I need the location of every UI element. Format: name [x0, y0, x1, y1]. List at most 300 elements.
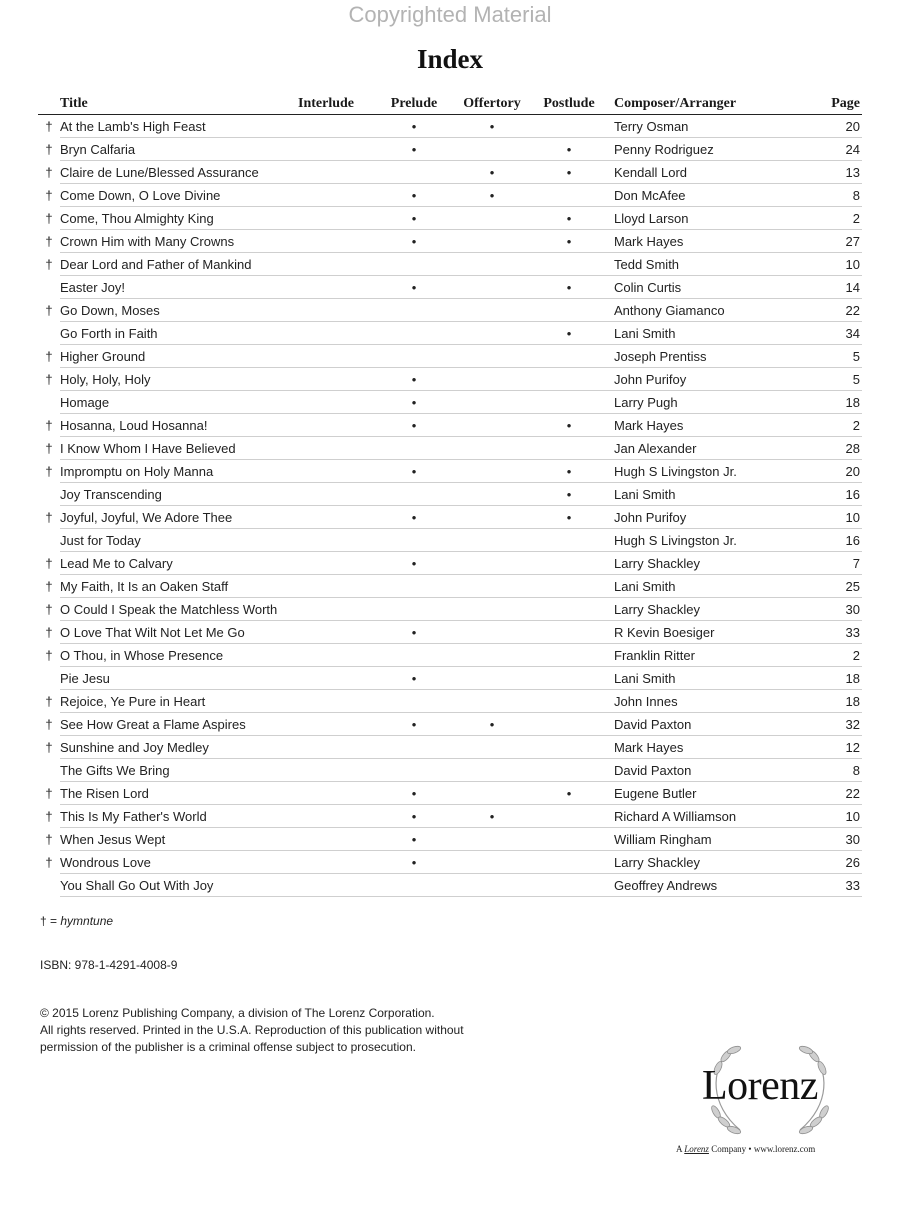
table-row: [38, 828, 862, 851]
offertory-cell: [454, 644, 530, 667]
hymntune-marker-cell: [38, 667, 60, 690]
offertory-cell: [454, 207, 530, 230]
title-cell: Joyful, Joyful, We Adore Thee: [60, 506, 278, 529]
table-row: [38, 736, 862, 759]
logo-footer-suffix: Company • www.lorenz.com: [708, 1144, 816, 1154]
postlude-cell: •: [530, 506, 608, 529]
prelude-cell: •: [374, 138, 454, 161]
composer-cell: Lloyd Larson: [608, 207, 800, 230]
page-cell: 7: [800, 552, 862, 575]
table-row: [38, 529, 862, 552]
postlude-cell: •: [530, 230, 608, 253]
prelude-cell: •: [374, 805, 454, 828]
interlude-cell: [278, 184, 374, 207]
interlude-cell: [278, 414, 374, 437]
composer-cell: Hugh S Livingston Jr.: [608, 460, 800, 483]
interlude-cell: [278, 782, 374, 805]
composer-cell: Penny Rodriguez: [608, 138, 800, 161]
index-table: [38, 90, 862, 897]
offertory-cell: [454, 851, 530, 874]
interlude-cell: [278, 161, 374, 184]
page-cell: 16: [800, 483, 862, 506]
composer-header: Composer/Arranger: [608, 90, 800, 115]
table-row: [38, 460, 862, 483]
postlude-cell: [530, 552, 608, 575]
offertory-cell: [454, 529, 530, 552]
page-cell: 30: [800, 828, 862, 851]
prelude-cell: •: [374, 391, 454, 414]
index-body: [38, 115, 862, 897]
interlude-cell: [278, 552, 374, 575]
copyright-line: All rights reserved. Printed in the U.S.A. Reproduction of this publication without: [40, 1023, 464, 1037]
offertory-cell: [454, 299, 530, 322]
hymntune-marker-cell: †: [45, 164, 53, 180]
page-cell: 32: [800, 713, 862, 736]
page-cell: 10: [800, 805, 862, 828]
table-row: [38, 690, 862, 713]
prelude-cell: [374, 253, 454, 276]
prelude-cell: •: [374, 828, 454, 851]
offertory-cell: [454, 230, 530, 253]
title-cell: O Love That Wilt Not Let Me Go: [60, 621, 278, 644]
postlude-cell: •: [530, 161, 608, 184]
prelude-cell: •: [374, 230, 454, 253]
offertory-cell: •: [454, 805, 530, 828]
table-header-row: [38, 90, 862, 115]
table-row: [38, 115, 862, 138]
hymntune-marker-cell: †: [45, 693, 53, 709]
composer-cell: William Ringham: [608, 828, 800, 851]
hymntune-marker-cell: †: [45, 739, 53, 755]
offertory-cell: [454, 621, 530, 644]
title-cell: Sunshine and Joy Medley: [60, 736, 278, 759]
composer-cell: John Purifoy: [608, 506, 800, 529]
hymntune-marker-cell: †: [45, 302, 53, 318]
hymntune-marker-cell: [38, 874, 60, 897]
interlude-header: Interlude: [278, 90, 374, 115]
offertory-cell: [454, 736, 530, 759]
composer-cell: Hugh S Livingston Jr.: [608, 529, 800, 552]
composer-cell: Lani Smith: [608, 575, 800, 598]
page-cell: 12: [800, 736, 862, 759]
offertory-cell: [454, 874, 530, 897]
title-cell: Go Down, Moses: [60, 299, 278, 322]
postlude-cell: [530, 575, 608, 598]
offertory-cell: [454, 667, 530, 690]
composer-cell: Lani Smith: [608, 667, 800, 690]
prelude-cell: [374, 874, 454, 897]
prelude-cell: •: [374, 621, 454, 644]
offertory-cell: [454, 138, 530, 161]
postlude-cell: •: [530, 138, 608, 161]
title-cell: Come Down, O Love Divine: [60, 184, 278, 207]
table-row: [38, 552, 862, 575]
title-cell: Wondrous Love: [60, 851, 278, 874]
prelude-cell: •: [374, 506, 454, 529]
table-row: [38, 575, 862, 598]
title-cell: When Jesus Wept: [60, 828, 278, 851]
composer-cell: Lani Smith: [608, 483, 800, 506]
title-cell: Come, Thou Almighty King: [60, 207, 278, 230]
hymntune-marker-cell: †: [45, 118, 53, 134]
postlude-cell: [530, 437, 608, 460]
table-row: [38, 782, 862, 805]
interlude-cell: [278, 345, 374, 368]
title-cell: Impromptu on Holy Manna: [60, 460, 278, 483]
table-row: [38, 253, 862, 276]
postlude-cell: [530, 299, 608, 322]
table-row: [38, 414, 862, 437]
table-row: [38, 230, 862, 253]
table-row: [38, 391, 862, 414]
postlude-cell: •: [530, 207, 608, 230]
page-cell: 13: [800, 161, 862, 184]
postlude-cell: [530, 368, 608, 391]
postlude-cell: [530, 598, 608, 621]
page-cell: 8: [800, 184, 862, 207]
hymntune-marker-cell: †: [45, 463, 53, 479]
offertory-cell: •: [454, 713, 530, 736]
title-cell: The Gifts We Bring: [60, 759, 278, 782]
hymntune-marker-cell: [38, 276, 60, 299]
prelude-cell: [374, 161, 454, 184]
offertory-cell: [454, 345, 530, 368]
composer-cell: Larry Pugh: [608, 391, 800, 414]
composer-cell: John Innes: [608, 690, 800, 713]
offertory-cell: [454, 759, 530, 782]
prelude-cell: •: [374, 713, 454, 736]
page-cell: 20: [800, 115, 862, 138]
composer-cell: R Kevin Boesiger: [608, 621, 800, 644]
postlude-cell: •: [530, 276, 608, 299]
offertory-cell: [454, 391, 530, 414]
interlude-cell: [278, 851, 374, 874]
title-cell: Hosanna, Loud Hosanna!: [60, 414, 278, 437]
table-row: [38, 483, 862, 506]
composer-cell: Tedd Smith: [608, 253, 800, 276]
page-cell: 8: [800, 759, 862, 782]
postlude-cell: •: [530, 322, 608, 345]
page-cell: 22: [800, 782, 862, 805]
hymntune-marker-cell: †: [45, 555, 53, 571]
page-cell: 22: [800, 299, 862, 322]
postlude-cell: [530, 345, 608, 368]
interlude-cell: [278, 828, 374, 851]
prelude-cell: •: [374, 782, 454, 805]
table-row: [38, 184, 862, 207]
interlude-cell: [278, 483, 374, 506]
prelude-cell: [374, 759, 454, 782]
postlude-cell: •: [530, 483, 608, 506]
offertory-cell: [454, 598, 530, 621]
hymntune-marker-cell: †: [45, 509, 53, 525]
interlude-cell: [278, 322, 374, 345]
logo-footer-prefix: A: [676, 1144, 685, 1154]
page-cell: 27: [800, 230, 862, 253]
table-row: [38, 667, 862, 690]
composer-cell: Lani Smith: [608, 322, 800, 345]
offertory-cell: [454, 460, 530, 483]
hymntune-marker-cell: †: [45, 417, 53, 433]
interlude-cell: [278, 713, 374, 736]
table-row: [38, 161, 862, 184]
title-cell: Crown Him with Many Crowns: [60, 230, 278, 253]
table-row: [38, 874, 862, 897]
title-cell: Rejoice, Ye Pure in Heart: [60, 690, 278, 713]
composer-cell: Richard A Williamson: [608, 805, 800, 828]
hymntune-marker-cell: †: [45, 371, 53, 387]
prelude-cell: •: [374, 115, 454, 138]
copyright-line: © 2015 Lorenz Publishing Company, a division of The Lorenz Corporation.: [40, 1006, 435, 1020]
hymntune-marker-cell: [38, 759, 60, 782]
composer-cell: Eugene Butler: [608, 782, 800, 805]
composer-cell: Larry Shackley: [608, 598, 800, 621]
title-cell: Higher Ground: [60, 345, 278, 368]
prelude-cell: •: [374, 276, 454, 299]
prelude-cell: [374, 299, 454, 322]
offertory-header: Offertory: [454, 90, 530, 115]
hymntune-marker-cell: †: [45, 578, 53, 594]
interlude-cell: [278, 759, 374, 782]
composer-cell: David Paxton: [608, 713, 800, 736]
title-cell: My Faith, It Is an Oaken Staff: [60, 575, 278, 598]
interlude-cell: [278, 736, 374, 759]
postlude-header: Postlude: [530, 90, 608, 115]
interlude-cell: [278, 575, 374, 598]
hymntune-marker-cell: †: [45, 210, 53, 226]
hymntune-marker-cell: †: [45, 808, 53, 824]
title-cell: Homage: [60, 391, 278, 414]
offertory-cell: •: [454, 161, 530, 184]
interlude-cell: [278, 138, 374, 161]
hymntune-marker-cell: [38, 529, 60, 552]
postlude-cell: [530, 828, 608, 851]
offertory-cell: [454, 276, 530, 299]
interlude-cell: [278, 207, 374, 230]
interlude-cell: [278, 437, 374, 460]
postlude-cell: •: [530, 460, 608, 483]
postlude-cell: [530, 851, 608, 874]
composer-cell: Jan Alexander: [608, 437, 800, 460]
page-cell: 30: [800, 598, 862, 621]
title-cell: This Is My Father's World: [60, 805, 278, 828]
offertory-cell: [454, 552, 530, 575]
postlude-cell: [530, 713, 608, 736]
hymntune-legend: [40, 914, 113, 928]
postlude-cell: [530, 391, 608, 414]
composer-cell: Larry Shackley: [608, 851, 800, 874]
postlude-cell: [530, 253, 608, 276]
page-cell: 33: [800, 621, 862, 644]
prelude-cell: [374, 598, 454, 621]
table-row: [38, 759, 862, 782]
page-cell: 5: [800, 368, 862, 391]
title-cell: See How Great a Flame Aspires: [60, 713, 278, 736]
page-cell: 14: [800, 276, 862, 299]
offertory-cell: •: [454, 115, 530, 138]
page-cell: 16: [800, 529, 862, 552]
composer-cell: Geoffrey Andrews: [608, 874, 800, 897]
hymntune-marker-cell: †: [45, 831, 53, 847]
offertory-cell: [454, 483, 530, 506]
offertory-cell: [454, 828, 530, 851]
postlude-cell: •: [530, 414, 608, 437]
hymntune-marker-cell: [38, 483, 60, 506]
table-row: [38, 207, 862, 230]
table-row: [38, 299, 862, 322]
table-row: [38, 713, 862, 736]
prelude-cell: •: [374, 667, 454, 690]
postlude-cell: [530, 759, 608, 782]
postlude-cell: [530, 805, 608, 828]
prelude-cell: [374, 322, 454, 345]
postlude-cell: [530, 667, 608, 690]
hymntune-marker-cell: †: [45, 624, 53, 640]
page-cell: 26: [800, 851, 862, 874]
title-cell: Joy Transcending: [60, 483, 278, 506]
table-row: [38, 345, 862, 368]
prelude-cell: [374, 575, 454, 598]
lorenz-logo: Lorenz: [702, 1063, 818, 1109]
composer-cell: John Purifoy: [608, 368, 800, 391]
interlude-cell: [278, 529, 374, 552]
legend-text: hymntune: [60, 914, 114, 928]
composer-cell: David Paxton: [608, 759, 800, 782]
prelude-cell: [374, 345, 454, 368]
title-cell: Go Forth in Faith: [60, 322, 278, 345]
interlude-cell: [278, 253, 374, 276]
page-cell: 2: [800, 414, 862, 437]
title-cell: I Know Whom I Have Believed: [60, 437, 278, 460]
page-cell: 18: [800, 690, 862, 713]
postlude-cell: •: [530, 782, 608, 805]
title-cell: Dear Lord and Father of Mankind: [60, 253, 278, 276]
prelude-cell: •: [374, 552, 454, 575]
title-cell: Holy, Holy, Holy: [60, 368, 278, 391]
prelude-cell: [374, 483, 454, 506]
title-cell: Pie Jesu: [60, 667, 278, 690]
title-header: Title: [60, 90, 278, 115]
composer-cell: Don McAfee: [608, 184, 800, 207]
hymntune-marker-cell: †: [45, 256, 53, 272]
postlude-cell: [530, 736, 608, 759]
hymntune-marker-cell: †: [45, 440, 53, 456]
table-row: [38, 644, 862, 667]
prelude-cell: •: [374, 207, 454, 230]
title-cell: You Shall Go Out With Joy: [60, 874, 278, 897]
title-cell: Lead Me to Calvary: [60, 552, 278, 575]
offertory-cell: •: [454, 184, 530, 207]
table-row: [38, 598, 862, 621]
hymntune-marker-cell: †: [45, 647, 53, 663]
hymntune-marker-cell: [38, 322, 60, 345]
composer-cell: Anthony Giamanco: [608, 299, 800, 322]
prelude-cell: [374, 690, 454, 713]
composer-cell: Kendall Lord: [608, 161, 800, 184]
page-cell: 18: [800, 667, 862, 690]
offertory-cell: [454, 506, 530, 529]
postlude-cell: [530, 690, 608, 713]
interlude-cell: [278, 506, 374, 529]
postlude-cell: [530, 874, 608, 897]
composer-cell: Colin Curtis: [608, 276, 800, 299]
interlude-cell: [278, 391, 374, 414]
composer-cell: Mark Hayes: [608, 230, 800, 253]
hymntune-marker-cell: †: [45, 785, 53, 801]
title-cell: Bryn Calfaria: [60, 138, 278, 161]
prelude-cell: [374, 437, 454, 460]
composer-cell: Mark Hayes: [608, 414, 800, 437]
prelude-cell: [374, 529, 454, 552]
title-cell: Claire de Lune/Blessed Assurance: [60, 161, 278, 184]
interlude-cell: [278, 805, 374, 828]
prelude-cell: •: [374, 368, 454, 391]
title-cell: O Could I Speak the Matchless Worth: [60, 598, 278, 621]
postlude-cell: [530, 115, 608, 138]
offertory-cell: [454, 414, 530, 437]
hymntune-marker-cell: †: [45, 716, 53, 732]
copyright-watermark: Copyrighted Material: [348, 2, 552, 27]
page-cell: 5: [800, 345, 862, 368]
prelude-cell: •: [374, 184, 454, 207]
page-cell: 33: [800, 874, 862, 897]
interlude-cell: [278, 667, 374, 690]
table-row: [38, 851, 862, 874]
offertory-cell: [454, 322, 530, 345]
interlude-cell: [278, 460, 374, 483]
postlude-cell: [530, 644, 608, 667]
hymntune-marker-cell: †: [45, 141, 53, 157]
interlude-cell: [278, 690, 374, 713]
prelude-header: Prelude: [374, 90, 454, 115]
table-row: [38, 621, 862, 644]
page-cell: 10: [800, 253, 862, 276]
postlude-cell: [530, 621, 608, 644]
page-cell: 24: [800, 138, 862, 161]
page-header: Page: [800, 90, 862, 115]
legend-equals: =: [46, 914, 61, 928]
dagger-symbol: †: [40, 914, 47, 928]
interlude-cell: [278, 115, 374, 138]
title-cell: O Thou, in Whose Presence: [60, 644, 278, 667]
copyright-notice: [40, 1005, 480, 1056]
page-cell: 2: [800, 207, 862, 230]
table-row: [38, 506, 862, 529]
interlude-cell: [278, 621, 374, 644]
page-title: Index: [416, 44, 484, 74]
offertory-cell: [454, 782, 530, 805]
prelude-cell: •: [374, 414, 454, 437]
interlude-cell: [278, 230, 374, 253]
page-cell: 2: [800, 644, 862, 667]
composer-cell: Joseph Prentiss: [608, 345, 800, 368]
title-cell: Easter Joy!: [60, 276, 278, 299]
interlude-cell: [278, 276, 374, 299]
copyright-line: permission of the publisher is a criminal offense subject to prosecution.: [40, 1040, 416, 1054]
hymntune-marker-cell: †: [45, 601, 53, 617]
interlude-cell: [278, 598, 374, 621]
page-cell: 10: [800, 506, 862, 529]
offertory-cell: [454, 690, 530, 713]
interlude-cell: [278, 644, 374, 667]
table-row: [38, 138, 862, 161]
offertory-cell: [454, 368, 530, 391]
title-cell: Just for Today: [60, 529, 278, 552]
hymntune-header: [38, 90, 60, 115]
page-cell: 28: [800, 437, 862, 460]
prelude-cell: •: [374, 460, 454, 483]
offertory-cell: [454, 575, 530, 598]
